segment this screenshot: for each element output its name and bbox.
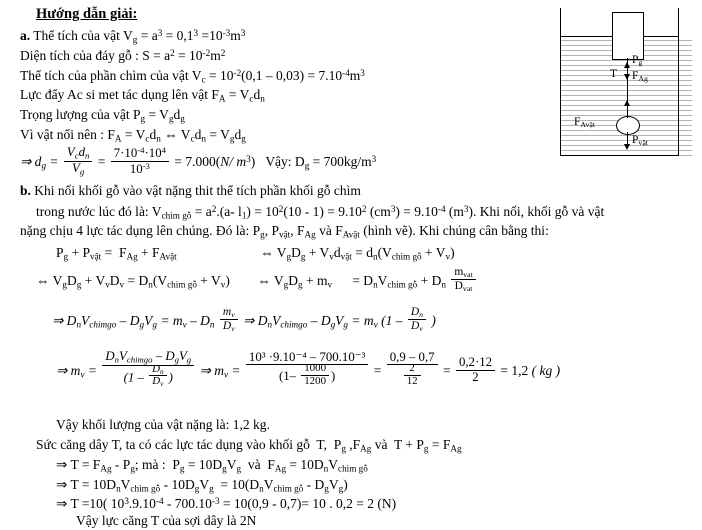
force-fag-arrowhead (624, 62, 630, 68)
line-c1-text: Vậy khối lượng của vật nặng là: 1,2 kg. (56, 417, 270, 432)
line-b7: ⇒ $m_v$ = $D_nV_{chimgo} - D_gV_g$ (1 – $\frac{D_n}{D_v}$ ) ⇒ $m_v$ = 10³ ·9.10⁻⁴ – 700.10⁻³ (1– $\frac{1000}{1200}$ ) = $\frac{0,9 - 0,7}{\frac{2}{12}}$ = $\frac{0,2\cdot 12}{2}$ = 1,2 ( kg ) (56, 348, 561, 389)
line-c5 (56, 496, 396, 512)
fraction-vcdn-vg: $\frac{V_cd_n}{V_g}$ (64, 146, 92, 176)
force-pvat-label: $P_{vật}$ (632, 134, 648, 148)
line-a7: ⇒ $d_g$ = $\frac{V_cd_n}{V_g}$ = $\frac{7\cdot 10^{-4}\cdot 10^4}{10^{-3}}$ = 7.000(N/ $m^3$) Vậy: $D_g = 700kg/m^3$ (20, 144, 377, 176)
line-a5-text: Trọng lượng của vật $P_g = V_gd_g$ (20, 107, 185, 124)
fraction-mv-numeric: 10³ ·9.10⁻⁴ – 700.10⁻³ (1– $\frac{1000}{1200}$ ) (246, 351, 368, 389)
line-b2 (36, 204, 604, 221)
line-b7-result: = 1,2 ( kg ) (500, 363, 561, 379)
force-favat-arrow (627, 104, 628, 118)
fraction-mv-dv: $\frac{m_v}{D_v}$ (220, 306, 238, 334)
line-c2 (36, 438, 462, 454)
line-b4 (56, 246, 455, 262)
line-b6-rhs: ⇒ $D_nV_{chimgo} - D_gV_g = m_v$ (1 – (243, 312, 403, 330)
force-fag-arrow (627, 66, 628, 88)
line-c6 (76, 514, 256, 529)
line-b1-text: Khi nối khối gỗ vào vật nặng thit thể tích phần khối gỗ chìm (34, 183, 361, 198)
line-a7-lhs: ⇒ $d_g$ = (20, 154, 59, 171)
line-a2 (20, 48, 225, 64)
tank-right-wall (678, 8, 679, 156)
line-b2-text: trong nước lúc đó là: $V_{chìm gỗ} = a^2.(a-$ $l_1) = 10^2(10 - 1) = 9.10^2$ $(cm^3) = 9.10^{-4}$ $(m^3)$. Khi nối, khối gỗ và vật (36, 204, 605, 221)
line-a4-text: Lực đẩy Ac si met tác dụng lên vật $F_A = V_cd_n$ (20, 87, 265, 104)
line-b5-rhs: ⇔ $V_gD_g + m_v$ = $D_nV_{chim gỗ} + D_n$ (257, 272, 446, 290)
line-a4 (20, 88, 265, 104)
physics-figure (560, 8, 692, 168)
page-title: Hướng dẫn giải: (36, 6, 138, 22)
line-a7-result: = 7.000(N/ $m^3$) (174, 154, 256, 170)
part-b-label: b. (20, 183, 31, 198)
line-c6-text: Vậy lực căng T của sợi dây là 2N (76, 513, 257, 528)
line-b1 (20, 184, 361, 199)
line-a1-text: Thể tích của vật $V_g = a^3 = 0,1^3 =10^{-3}m^3$ (33, 28, 246, 45)
line-b3-text: nặng chịu 4 lực tác dụng lên chúng. Đó là: $P_g$, $P_{vật}$, $F_{Ag}$ và $F_{Avật}$ (hình vẽ). Khi chúng cân bằng thi: (20, 223, 549, 240)
fraction-dn-dv: $\frac{D_n}{D_v}$ (408, 306, 426, 334)
line-b5-lhs: ⇔ $V_gD_g + V_vD_v = D_n(V_{chim gỗ} + V_v)$ (36, 272, 230, 290)
line-c3-text: ⇒ $T = F_{Ag} - P_g$; mà : $P_g = 10D_gV_g$ và $F_{Ag} = 10D_nV_{chìm gỗ}$ (56, 457, 368, 474)
line-a3 (20, 68, 365, 85)
line-b7-mid: ⇒ $m_v$ = (199, 363, 241, 380)
line-a2-text: Diện tích của đáy gỗ : $S = a^2 = 10^{-2}m^2$ (20, 48, 226, 64)
line-a7-tail: Vậy: $D_g = 700kg/m^3$ (258, 154, 377, 171)
wood-block (612, 12, 644, 60)
fraction-step2: $\frac{0,9 - 0,7}{\frac{2}{12}}$ (387, 351, 438, 389)
force-pg-label: $P_g$ (632, 54, 643, 68)
line-b4-lhs: $P_g + P_{vật} = F_{Ag} + F_{Avật}$ (56, 245, 177, 262)
fraction-step3: $\frac{0,2\cdot 12}{2}$ (456, 356, 495, 384)
line-b6: ⇒ $D_nV_{chimgo} - D_gV_g = m_v - D_n$ $\frac{m_v}{D_v}$ ⇒ $D_nV_{chimgo} - D_gV_g = m_v$ (1 – $\frac{D_n}{D_v}$ ) (52, 305, 436, 334)
line-b5 (36, 265, 478, 296)
line-a3-text: Thể tích của phần chìm của vật $V_c = 10^{-2}(0,1 - 0,03) = 7.10^{-4}m^3$ (20, 68, 365, 85)
line-c1 (56, 418, 270, 433)
tension-label: T (610, 68, 618, 80)
line-b3 (20, 224, 549, 240)
line-c2-text: Sức căng dây T, ta có các lực tác dụng vào khối gỗ T, $P_g$ $,F_{Ag}$ và $T + P_g = F_{Ag}$ (36, 437, 462, 454)
line-a6 (20, 128, 246, 144)
tank-bottom-wall (560, 155, 679, 156)
line-c5-text: ⇒ T =10( $10^3.9.10^{-4} - 700.10^{-3} = 10(0,9 - 0,7)= 10$ . 0,2 = 2 (N) (56, 496, 397, 512)
fraction-mv-expr: $D_nV_{chimgo} - D_gV_g$ (1 – $\frac{D_n}{D_v}$ ) (102, 350, 194, 390)
force-favat-arrowhead (624, 100, 630, 106)
force-favat-label: $F_{Avật}$ (574, 116, 596, 130)
fraction-mvat-dvat: $\frac{m_{vat}}{D_{vat}}$ (451, 266, 475, 294)
line-a6-text: Vì vật nổi nên : $F_A = V_cd_n$ ⇔ $V_cd_n = V_gd_g$ (20, 127, 246, 144)
fraction-numeric-a7: $\frac{7\cdot 10^{-4}\cdot 10^4}{10^{-3}}$ (111, 146, 169, 176)
line-b4-rhs: ⇔ $V_gD_g + V_vd_{vật} = d_n(V_{chim gỗ} + V_v)$ (260, 245, 455, 262)
line-c4-text: ⇒ $T = 10D_nV_{chìm gỗ} - 10D_gV_g = 10(D_nV_{chìm gỗ} - D_gV_g)$ (56, 477, 348, 494)
part-a-label: a. (20, 28, 31, 44)
tank-left-wall (560, 8, 561, 156)
line-b6-lhs: ⇒ $D_nV_{chimgo} - D_gV_g = m_v - D_n$ (52, 312, 215, 330)
line-b7-lhs: ⇒ $m_v$ = (56, 363, 98, 380)
force-pvat-arrowhead (624, 144, 630, 150)
line-c4 (56, 478, 348, 494)
force-fag-label: $F_{Ag}$ (632, 70, 648, 84)
line-a5 (20, 108, 185, 124)
line-c3 (56, 458, 368, 474)
line-a1 (20, 28, 245, 45)
